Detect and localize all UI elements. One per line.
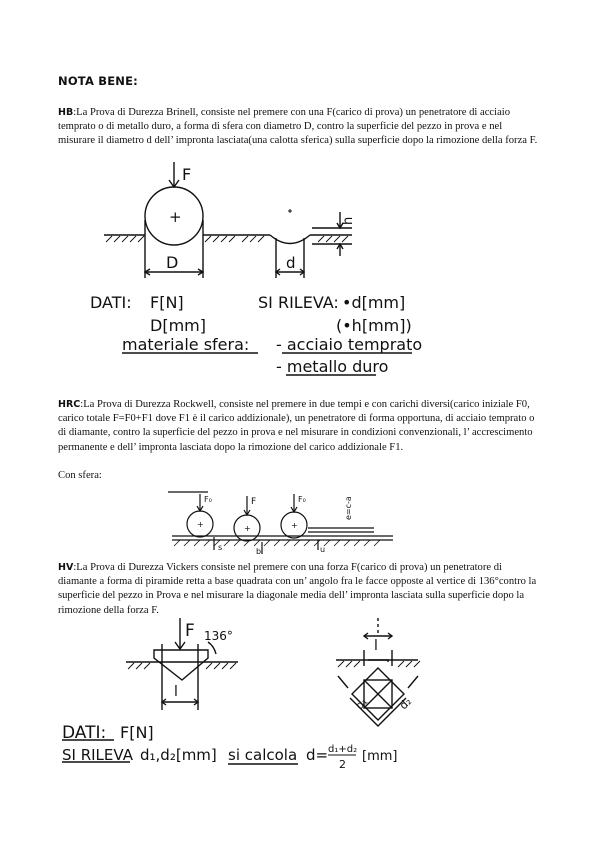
rockwell-text: :La Prova di Durezza Rockwell, consiste nel premere in due tempi e con carichi diversi(carico iniziale F0, carico totale F=F0+F1 dove F1 è il carico addizionale), un penetratore di forma opportuna, di acciaio temprato o di diamante, contro la superficie del pezzo in prova e nel misurare in condizioni convenzionali, l’ accrescimento permanente e dell’ impronta lasciata dopo la rimozione del carico addizionale F1.: [58, 399, 535, 453]
rockwell-e-label: e=c-a: [344, 496, 353, 520]
vickers-formula-lhs: d=: [306, 746, 329, 764]
vickers-paragraph: [58, 561, 538, 618]
brinell-h-label: h: [341, 216, 356, 225]
vickers-dati-1: F[N]: [120, 723, 154, 742]
brinell-force-label: F: [182, 165, 192, 184]
vickers-calcola-label: si calcola: [228, 746, 298, 764]
brinell-d-label: d: [286, 254, 296, 272]
brinell-materiale-2: - metallo duro: [276, 357, 389, 376]
rockwell-b-label: b: [256, 547, 262, 556]
brinell-paragraph: [58, 106, 538, 149]
vickers-rileva-1: d₁,d₂[mm]: [140, 746, 217, 764]
vickers-force-label: F: [185, 621, 195, 641]
rockwell-tag: HRC: [58, 399, 81, 410]
vickers-d1-label: d₁: [352, 694, 371, 713]
rockwell-f-label: F: [251, 497, 257, 507]
vickers-text: :La Prova di Durezza Vickers consiste nel premere con una forza F(carico di prova) un penetratore di diamante a forma di piramide retta a base quadrata con un’ angolo fra le facce opposte al vertice di 136°contro la superficie del pezzo in Prova e nel misurare la diagonale media dell’ impronta lasciata sulla superficie dopo la rimozione della forza F.: [58, 562, 537, 616]
brinell-dati-1: F[N]: [150, 293, 184, 312]
brinell-materiale-label: materiale sfera:: [122, 335, 250, 354]
vickers-formula-denominator: 2: [339, 758, 346, 771]
brinell-rileva-1: •d[mm]: [342, 293, 406, 312]
brinell-text: :La Prova di Durezza Brinell, consiste nel premere con una F(carico di prova) un penetratore di acciaio temprato o di metallo duro, a forma di sfera con diametro D, contro la superficie del pezzo in prova e nel misurare il diametro d dell’ impronta lasciata(una calotta sferica) sulla superficie dopo la rimozione della forza F.: [58, 107, 538, 147]
vickers-d2-label: d₂: [396, 694, 415, 713]
vickers-l-left: l: [174, 684, 178, 700]
rockwell-figure: [168, 488, 398, 558]
vickers-rileva-label: SI RILEVA: [62, 746, 133, 764]
brinell-figure: [90, 160, 430, 380]
brinell-rileva-label: SI RILEVA:: [258, 293, 339, 312]
brinell-dati-label: DATI:: [90, 293, 132, 312]
rockwell-s-label: s: [218, 543, 223, 552]
vickers-formula-unit: [mm]: [362, 749, 398, 764]
rockwell-plus-3: +: [291, 521, 298, 530]
rockwell-f0-left: F₀: [204, 495, 212, 504]
rockwell-f0-right: F₀: [298, 495, 306, 504]
vickers-dati-label: DATI:: [62, 723, 107, 743]
brinell-materiale-1: - acciaio temprato: [276, 335, 423, 354]
vickers-figure: [58, 614, 458, 784]
brinell-rileva-2: (•h[mm]): [336, 316, 412, 335]
vickers-formula-numerator: d₁+d₂: [328, 744, 358, 755]
nota-bene-heading: NOTA BENE:: [58, 74, 138, 88]
rockwell-paragraph: [58, 398, 538, 455]
vickers-angle-label: 136°: [204, 629, 233, 643]
rockwell-con-sfera: Con sfera:: [58, 470, 102, 481]
vickers-tag: HV: [58, 562, 74, 573]
vickers-l-right: l: [374, 638, 378, 654]
brinell-sphere-center: +: [169, 208, 182, 226]
brinell-dati-2: D[mm]: [150, 316, 206, 335]
brinell-tag: HB: [58, 107, 74, 118]
rockwell-plus-2: +: [244, 524, 251, 533]
rockwell-u-label: u: [320, 545, 326, 554]
rockwell-plus-1: +: [197, 520, 204, 529]
brinell-D-label: D: [166, 253, 179, 272]
